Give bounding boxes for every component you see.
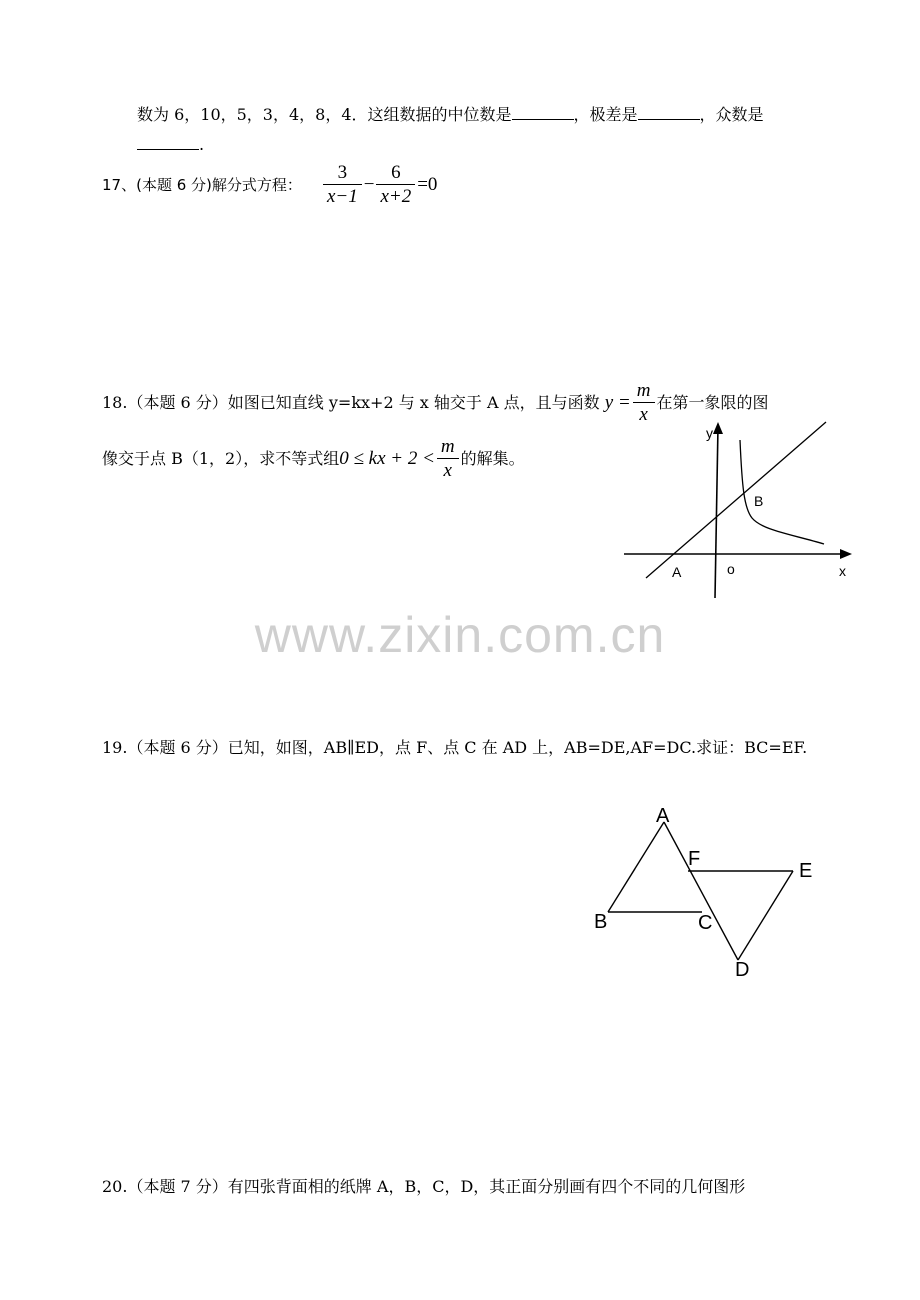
q16-line2 — [137, 133, 204, 156]
label-a: A — [672, 564, 682, 580]
segment-ed — [738, 871, 793, 960]
median-blank — [512, 103, 574, 120]
segment-ab — [608, 822, 664, 912]
x-axis-arrow — [840, 549, 852, 559]
label-o: o — [727, 561, 735, 577]
q18-fn-denominator: x — [633, 402, 655, 427]
segment-ad — [664, 822, 738, 960]
q18-text-b: 在第一象限的图 — [656, 393, 769, 412]
q17-fraction-1 — [323, 162, 362, 209]
q16-end: . — [199, 135, 205, 154]
q18-text-a: 18.（本题 6 分）如图已知直线 y=kx+2 与 x 轴交于 A 点，且与函数 — [102, 393, 600, 412]
q16-text-b: ，极差是 — [573, 105, 638, 124]
q18-graph-figure — [618, 418, 856, 604]
q17-minus: − — [363, 174, 375, 195]
q17-fraction-2 — [376, 162, 415, 209]
q19-line: 19.（本题 6 分）已知，如图，AB∥ED，点 F、点 C 在 AD 上，AB=DE,AF=DC.求证：BC=EF. — [102, 738, 808, 757]
q18-ineq-fraction — [437, 436, 459, 483]
q17-frac1-numerator: 3 — [337, 162, 348, 183]
q17-line — [102, 162, 437, 209]
vertex-f-label: F — [688, 848, 701, 870]
q16-text-c: ，众数是 — [699, 105, 764, 124]
q20-line: 20.（本题 7 分）有四张背面相的纸牌 A，B，C，D，其正面分别画有四个不同的几何图形 — [102, 1177, 746, 1196]
watermark: www.zixin.com.cn — [254, 607, 666, 663]
q17-equals-zero: =0 — [417, 174, 438, 195]
label-x: x — [839, 563, 846, 579]
q18-ineq-denominator: x — [437, 458, 459, 483]
q17-frac2-denominator: x+2 — [376, 184, 415, 209]
q18-ineq-numerator: m — [440, 436, 455, 457]
vertex-d-label: D — [735, 959, 750, 981]
label-b: B — [754, 493, 764, 509]
q17-prefix: 17、(本题 6 分)解分式方程： — [102, 176, 302, 194]
q19-triangle-figure — [588, 798, 828, 988]
mode-blank — [137, 133, 199, 150]
vertex-c-label: C — [698, 912, 713, 934]
y-axis-arrow — [713, 422, 723, 434]
q18-fn-lhs: y = — [604, 392, 631, 413]
vertex-b-label: B — [594, 911, 608, 933]
q18-line2 — [102, 436, 525, 483]
q18-text-d: 的解集。 — [460, 449, 525, 468]
range-blank — [638, 103, 700, 120]
label-y: y — [706, 425, 713, 441]
q18-inequality: 0 ≤ kx + 2 < — [339, 448, 435, 469]
vertex-a-label: A — [656, 805, 670, 827]
q16-line1 — [137, 103, 764, 126]
q16-text-a: 数为 6，10，5，3，4，8，4．这组数据的中位数是 — [137, 105, 512, 124]
q17-frac1-denominator: x−1 — [323, 184, 362, 209]
q18-text-c: 像交于点 B（1，2），求不等式组 — [102, 449, 340, 468]
hyperbola-curve — [740, 440, 824, 544]
y-axis — [715, 426, 718, 598]
q17-frac2-numerator: 6 — [391, 162, 401, 183]
q18-fn-numerator: m — [636, 380, 651, 401]
vertex-e-label: E — [799, 860, 813, 882]
